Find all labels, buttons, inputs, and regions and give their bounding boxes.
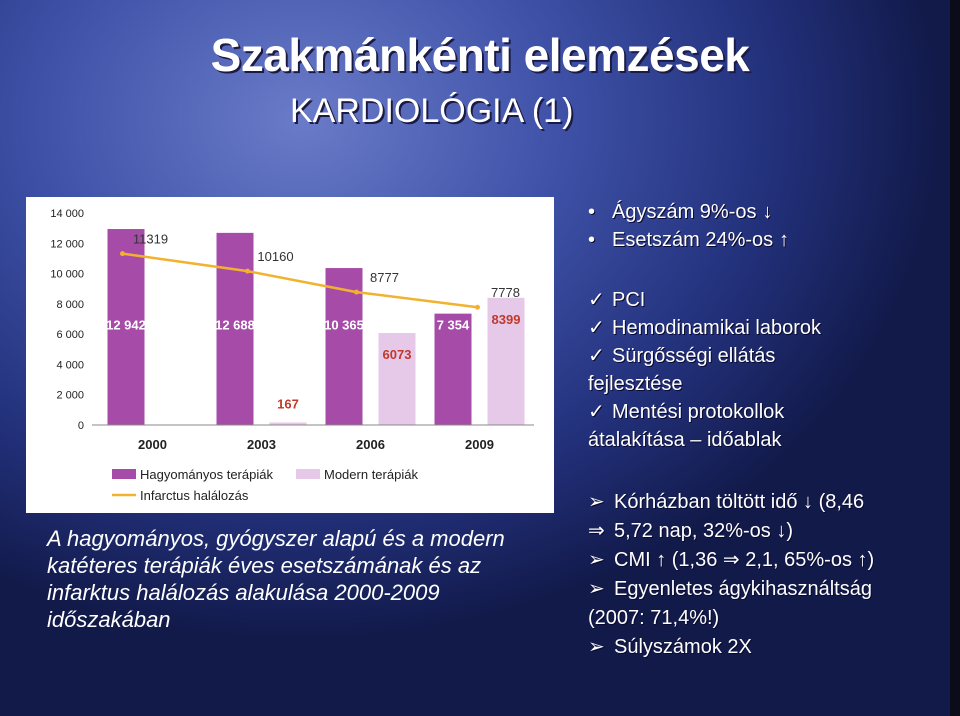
chart-caption: A hagyományos, gyógyszer alapú és a modern katéteres terápiák éves esetszámának és az infarktus halálozás alakulása 2000-2009 időszakában	[47, 526, 505, 632]
chart-panel	[26, 197, 554, 513]
x-tick-label: 2006	[356, 437, 385, 452]
legend-swatch-traditional	[112, 469, 136, 479]
bar-label-modern: 167	[277, 396, 299, 412]
x-tick-label: 2000	[138, 437, 167, 452]
indicator-item: ➢ Egyenletes ágykihasználtság	[588, 575, 950, 604]
implies-arrow-icon: ⇒	[588, 520, 605, 542]
y-tick-label: 12 000	[50, 238, 84, 251]
y-tick-label: 2 000	[56, 389, 84, 402]
checkmark-icon: ✓	[588, 401, 605, 423]
y-tick-label: 8 000	[56, 298, 84, 311]
check-item: ✓ PCI	[588, 286, 948, 314]
arrow-marker-icon: ➢	[588, 491, 605, 513]
summary-list	[588, 198, 948, 454]
bar-label-modern: 6073	[382, 347, 412, 363]
bar-label-traditional: 7 354	[436, 317, 470, 333]
bar-label-traditional: 12 942	[106, 317, 146, 333]
check-item-continuation: átalakítása – időablak	[588, 429, 782, 451]
line-point	[354, 290, 359, 295]
slide-title: Szakmánkénti elemzések	[210, 29, 750, 81]
check-item: ✓ Sürgősségi ellátás	[588, 342, 948, 370]
y-tick-label: 6 000	[56, 329, 84, 342]
arrow-down-icon: ↓	[762, 201, 773, 223]
line-value-label: 10160	[257, 249, 294, 265]
indicator-item: ➢ Súlyszámok 2X	[588, 633, 950, 662]
arrow-marker-icon: ➢	[588, 578, 605, 600]
bullet-dot-icon: •	[588, 229, 596, 251]
bar-label-traditional: 10 365	[324, 317, 364, 333]
bullet-item: • Ágyszám 9%-os ↓	[588, 198, 948, 226]
legend-label-mortality: Infarctus halálozás	[140, 488, 249, 503]
indicator-list	[588, 488, 950, 662]
indicator-item: ➢ Kórházban töltött idő ↓ (8,46	[588, 488, 950, 517]
line-series-mortality	[123, 254, 478, 308]
line-point	[120, 251, 125, 256]
checkmark-icon: ✓	[588, 289, 605, 311]
line-value-label: 8777	[370, 270, 399, 286]
bullet-item: • Esetszám 24%-os ↑	[588, 226, 948, 254]
check-item: ✓ Hemodinamikai laborok	[588, 314, 948, 342]
line-point	[475, 305, 480, 310]
x-tick-label: 2003	[247, 437, 276, 452]
indicator-item: ⇒ 5,72 nap, 32%-os ↓)	[588, 517, 950, 546]
y-tick-label: 4 000	[56, 359, 84, 372]
indicator-item-continuation: (2007: 71,4%!)	[588, 607, 720, 629]
y-tick-label: 14 000	[50, 208, 84, 220]
legend-label-traditional: Hagyományos terápiák	[140, 467, 273, 482]
checkmark-icon: ✓	[588, 317, 605, 339]
y-tick-label: 10 000	[50, 268, 84, 281]
slide-subtitle: KARDIOLÓGIA (1)	[290, 92, 574, 130]
bar-label-modern: 8399	[491, 311, 521, 327]
bullet-dot-icon: •	[588, 201, 596, 223]
y-tick-label: 0	[77, 420, 84, 432]
arrow-marker-icon: ➢	[588, 549, 605, 571]
arrow-marker-icon: ➢	[588, 636, 605, 658]
line-point	[245, 269, 250, 274]
x-tick-label: 2009	[465, 437, 494, 452]
legend-label-modern: Modern terápiák	[324, 467, 418, 482]
arrow-up-icon: ↑	[779, 229, 790, 251]
bar-line-chart	[26, 197, 554, 513]
check-item-continuation: fejlesztése	[588, 373, 683, 395]
checkmark-icon: ✓	[588, 345, 605, 367]
line-value-label: 7778	[491, 285, 520, 301]
legend-swatch-modern	[296, 469, 320, 479]
slide-edge	[950, 0, 960, 716]
check-item: ✓ Mentési protokollok	[588, 398, 948, 426]
line-value-label: 11319	[132, 231, 169, 247]
bar-label-traditional: 12 688	[215, 317, 255, 333]
indicator-item: ➢ CMI ↑ (1,36 ⇒ 2,1, 65%-os ↑)	[588, 546, 950, 575]
